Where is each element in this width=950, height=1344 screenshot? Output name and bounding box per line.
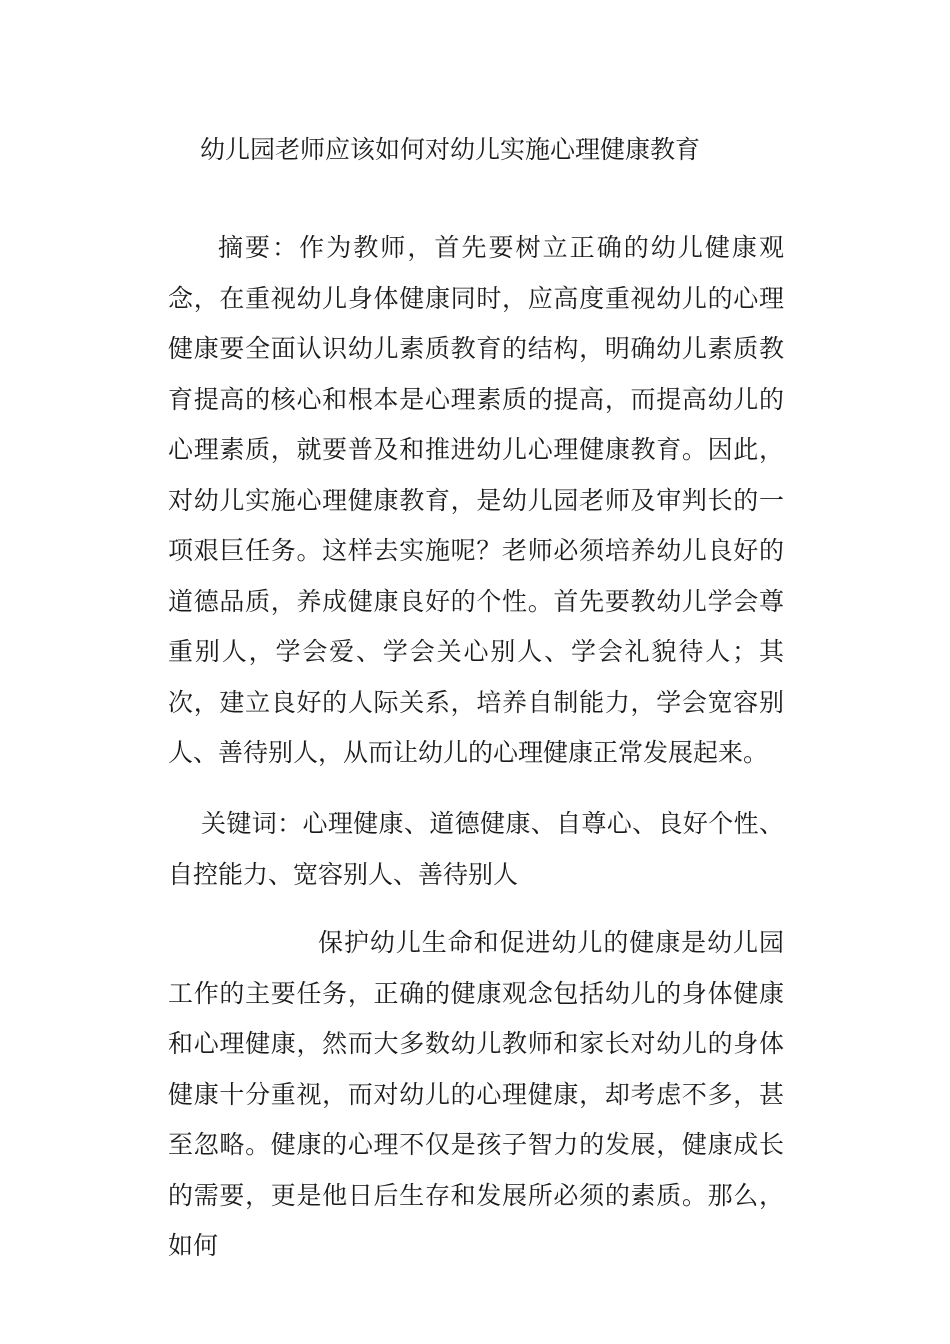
document-title: 幼儿园老师应该如何对幼儿实施心理健康教育 [200,135,701,164]
abstract-paragraph: 摘要：作为教师，首先要树立正确的幼儿健康观念，在重视幼儿身体健康同时，应高度重视幼儿的心理健康要全面认识幼儿素质教育的结构，明确幼儿素质教育提高的核心和根本是心理素质的提高，而提高幼儿的心理素质，就要普及和推进幼儿心理健康教育。因此，对幼儿实施心理健康教育，是幼儿园老师及审判长的一项艰巨任务。这样去实施呢？老师必须培养幼儿良好的道德品质，养成健康良好的个性。首先要教幼儿学会尊重别人，学会爱、学会关心别人、学会礼貌待人；其次，建立良好的人际关系，培养自制能力，学会宽容别人、善待别人，从而让幼儿的心理健康正常发展起来。 [168,233,784,767]
body-paragraph: 保护幼儿生命和促进幼儿的健康是幼儿园工作的主要任务，正确的健康观念包括幼儿的身体健康和心理健康，然而大多数幼儿教师和家长对幼儿的身体健康十分重视，而对幼儿的心理健康，却考虑不多，甚至忽略。健康的心理不仅是孩子智力的发展，健康成长的需要，更是他日后生存和发展所必须的素质。那么，如何 [168,928,784,1260]
keywords-paragraph: 关键词：心理健康、道德健康、自尊心、良好个性、自控能力、宽容别人、善待别人 [168,809,784,889]
